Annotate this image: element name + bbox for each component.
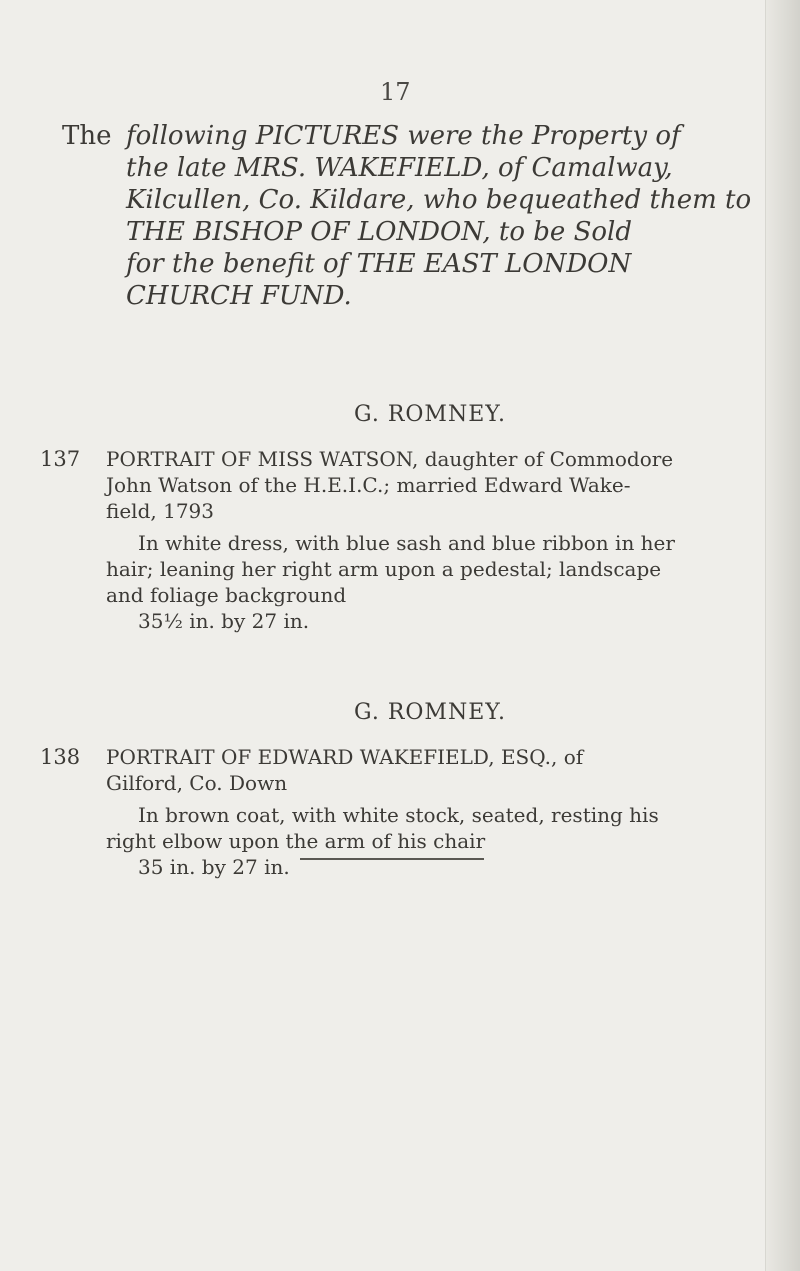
intro-paragraph xyxy=(62,120,752,312)
intro-line: THE BISHOP OF LONDON, to be Sold xyxy=(126,217,633,247)
lot-description xyxy=(40,530,730,608)
lot-size: 35½ in. by 27 in. xyxy=(138,609,310,633)
lot-title-line: PORTRAIT OF MISS WATSON, daughter of Commodore xyxy=(106,447,674,471)
lot-title-line: field, 1793 xyxy=(106,499,214,523)
intro-line-text: following PICTURES were the Property of xyxy=(126,121,681,151)
lot-artist: G. ROMNEY. xyxy=(354,402,506,427)
intro-line: Kilcullen, Co. Kildare, who bequeathed them to xyxy=(126,185,752,215)
lot-description-line: and foliage background xyxy=(106,583,347,607)
lot-artist: G. ROMNEY. xyxy=(354,700,506,725)
intro-line: the late MRS. WAKEFIELD, of Camalway, xyxy=(126,153,673,183)
lot-number: 138 xyxy=(40,745,81,769)
lot-title-line: PORTRAIT OF EDWARD WAKEFIELD, ESQ., of xyxy=(106,745,584,769)
lot-description-line: hair; leaning her right arm upon a pedestal; landscape xyxy=(106,557,662,581)
intro-line: CHURCH FUND. xyxy=(126,281,352,311)
page-number: 17 xyxy=(380,78,411,106)
lot-description xyxy=(40,802,730,854)
intro-line: for the benefit of THE EAST LONDON xyxy=(126,249,632,279)
lot-title-line: Gilford, Co. Down xyxy=(106,771,288,795)
intro-lead: The xyxy=(62,121,112,151)
lot-description-line: right elbow upon the arm of his chair xyxy=(106,829,486,853)
lot-title-line: John Watson of the H.E.I.C.; married Edward Wake- xyxy=(106,473,631,497)
lot-description-line: In white dress, with blue sash and blue ribbon in her xyxy=(138,531,675,555)
lot-number: 137 xyxy=(40,447,81,471)
lot-size: 35 in. by 27 in. xyxy=(138,855,290,879)
page-edge xyxy=(765,0,800,1271)
intro-line xyxy=(62,120,722,152)
lot-entry xyxy=(40,446,730,634)
section-rule xyxy=(300,858,484,860)
lot-description-line: In brown coat, with white stock, seated, resting his xyxy=(138,803,659,827)
